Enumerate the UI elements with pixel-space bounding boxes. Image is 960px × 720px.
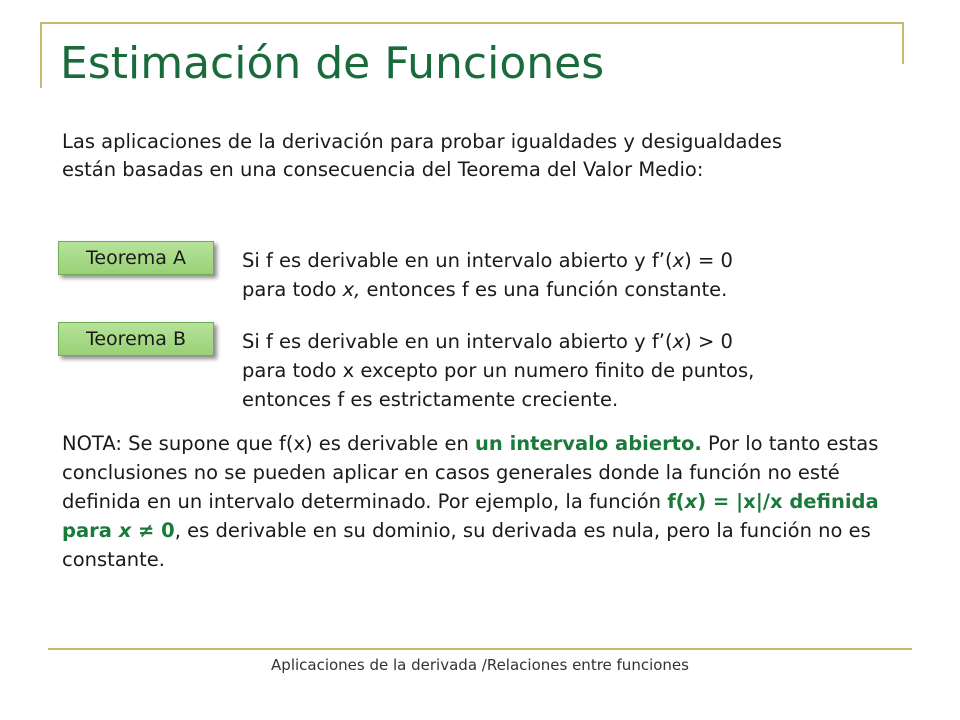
theorem-b-badge: Teorema B — [58, 322, 214, 356]
slide-footer: Aplicaciones de la derivada /Relaciones entre funciones — [271, 656, 689, 674]
frame-top-line — [40, 22, 904, 24]
theorem-a-line1-pre: Si f es derivable en un intervalo abierto y f’( — [242, 249, 673, 272]
theorem-b-line3: entonces f es estrictamente creciente. — [242, 388, 619, 411]
frame-right-line — [902, 22, 904, 64]
intro-line-2: están basadas en una consecuencia del Teorema del Valor Medio: — [62, 158, 704, 181]
theorem-b-text — [242, 327, 882, 414]
intro-text — [62, 128, 942, 184]
nota-part-2: Por lo tanto estas conclusiones no se pueden aplicar en casos generales donde la función no esté definida en un intervalo determinado. Por ejemplo, la función — [62, 432, 879, 513]
nota-part-1: NOTA: Se supone que f(x) es derivable en — [62, 432, 476, 455]
theorem-b-line2: para todo x excepto por un numero finito de puntos, — [242, 359, 755, 382]
theorem-b-line1-post: ) > 0 — [684, 330, 733, 353]
footer-divider — [48, 648, 912, 650]
nota-paragraph — [62, 429, 922, 574]
nota-formula-a: f( — [667, 490, 685, 513]
theorem-b-line1-var: x — [672, 330, 685, 353]
intro-line-1: Las aplicaciones de la derivación para probar igualdades y desigualdades — [62, 130, 783, 153]
nota-domain-a: definida para — [62, 490, 879, 542]
theorem-a-line1-var: x — [672, 249, 685, 272]
theorem-a-badge: Teorema A — [58, 241, 214, 275]
theorem-a-line2-pre: para todo — [242, 278, 343, 301]
theorem-b-line1-pre: Si f es derivable en un intervalo abierto y f’( — [242, 330, 673, 353]
theorem-a-line2-var: x, — [342, 278, 361, 301]
frame-left-line — [40, 22, 42, 88]
nota-domain-c: ≠ 0 — [131, 519, 175, 542]
nota-highlight-interval: un intervalo abierto. — [475, 432, 702, 455]
nota-formula-var: x — [684, 490, 698, 513]
nota-formula-c: ) = |x|/x — [697, 490, 783, 513]
theorem-a-text — [242, 246, 882, 304]
theorem-a-line1-post: ) = 0 — [684, 249, 733, 272]
nota-part-3: , es derivable en su dominio, su derivada es nula, pero la función no es constante. — [62, 519, 871, 571]
nota-domain-var: x — [118, 519, 132, 542]
slide-title: Estimación de Funciones — [60, 38, 605, 89]
theorem-a-line2-post: entonces f es una función constante. — [360, 278, 728, 301]
